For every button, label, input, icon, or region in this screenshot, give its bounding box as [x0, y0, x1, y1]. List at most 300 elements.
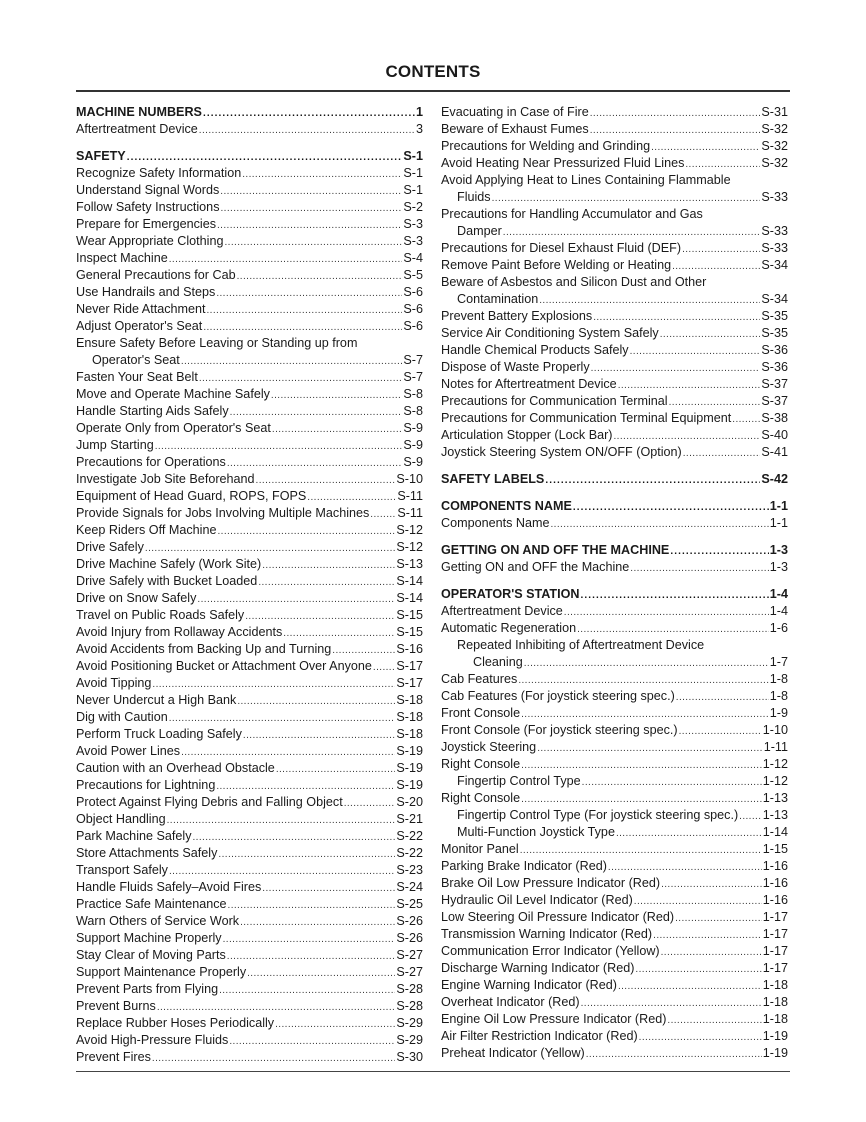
dot-leader	[197, 591, 395, 608]
toc-entry[interactable]	[76, 692, 423, 709]
toc-entry[interactable]	[76, 420, 423, 437]
toc-entry[interactable]	[441, 427, 788, 444]
toc-entry-label: Getting ON and OFF the Machine	[441, 560, 630, 574]
toc-entry[interactable]	[76, 121, 423, 138]
toc-entry-label: Store Attachments Safely	[76, 846, 218, 860]
toc-entry[interactable]	[441, 104, 788, 121]
toc-page-number: 1-19	[762, 1046, 788, 1060]
toc-entry[interactable]	[441, 308, 788, 325]
toc-section-heading[interactable]	[441, 498, 788, 515]
toc-page-number: S-27	[396, 965, 423, 979]
toc-entry[interactable]	[441, 977, 788, 994]
toc-entry[interactable]	[76, 454, 423, 471]
toc-entry-label: Practice Safe Maintenance	[76, 897, 227, 911]
toc-entry[interactable]	[441, 926, 788, 943]
toc-entry[interactable]	[76, 743, 423, 760]
toc-entry[interactable]	[76, 862, 423, 879]
toc-page-number: 1-16	[762, 859, 788, 873]
toc-entry-label: Right Console	[441, 791, 521, 805]
toc-page-number: S-32	[761, 156, 788, 170]
toc-entry[interactable]	[441, 138, 788, 155]
toc-entry-label: Communication Error Indicator (Yellow)	[441, 944, 660, 958]
dot-leader	[228, 897, 396, 914]
dot-leader	[670, 543, 768, 560]
toc-page-number: S-27	[396, 948, 423, 962]
toc-entry-label: Notes for Aftertreatment Device	[441, 377, 617, 391]
toc-entry[interactable]	[76, 726, 423, 743]
toc-page-number: 1-1	[769, 499, 788, 513]
toc-page-number: 1-4	[769, 604, 788, 618]
toc-entry[interactable]	[76, 845, 423, 862]
toc-entry-label: Dispose of Waste Properly	[441, 360, 590, 374]
dot-leader	[217, 217, 402, 234]
page-title: CONTENTS	[385, 62, 481, 81]
toc-entry-label: Avoid Injury from Rollaway Accidents	[76, 625, 283, 639]
toc-entry-wrapped-line[interactable]: Avoid Applying Heat to Lines Containing Flammable	[441, 173, 731, 187]
toc-page-number: S-11	[397, 489, 423, 503]
toc-page-number: S-36	[761, 343, 788, 357]
toc-entry[interactable]	[441, 189, 788, 206]
toc-entry-group	[441, 240, 788, 274]
toc-entry[interactable]	[76, 471, 423, 488]
toc-entry[interactable]	[441, 858, 788, 875]
toc-entry-label: Protect Against Flying Debris and Falling Object	[76, 795, 343, 809]
dot-leader	[591, 360, 761, 377]
toc-entry-label: Brake Oil Low Pressure Indicator (Red)	[441, 876, 661, 890]
toc-entry[interactable]	[76, 675, 423, 692]
toc-entry-label: Aftertreatment Device	[76, 122, 198, 136]
toc-entry[interactable]	[441, 603, 788, 620]
toc-entry[interactable]	[441, 824, 788, 841]
toc-entry[interactable]	[441, 223, 788, 240]
dot-leader	[614, 428, 761, 445]
toc-entry[interactable]	[441, 376, 788, 393]
toc-page-number: 1-3	[769, 543, 788, 557]
toc-entry[interactable]	[441, 121, 788, 138]
toc-entry[interactable]	[76, 624, 423, 641]
toc-entry-label: Parking Brake Indicator (Red)	[441, 859, 607, 873]
toc-entry[interactable]	[441, 410, 788, 427]
toc-page-number: 1-14	[762, 825, 788, 839]
toc-entry[interactable]	[441, 1045, 788, 1062]
dot-leader	[590, 105, 761, 122]
dot-leader	[275, 1016, 395, 1033]
toc-entry[interactable]	[441, 773, 788, 790]
toc-entry-wrapped-line[interactable]: Precautions for Handling Accumulator and Gas	[441, 207, 703, 221]
dot-leader	[258, 574, 395, 591]
toc-entry-label: Operator's Seat	[92, 353, 180, 367]
toc-entry[interactable]	[76, 369, 423, 386]
dot-leader	[679, 723, 762, 740]
toc-page-number: S-9	[403, 455, 423, 469]
toc-entry[interactable]	[441, 515, 788, 532]
toc-entry[interactable]	[76, 318, 423, 335]
toc-entry-wrapped-line[interactable]: Repeated Inhibiting of Aftertreatment Device	[457, 638, 705, 652]
toc-entry-label: Use Handrails and Steps	[76, 285, 216, 299]
dot-leader	[524, 655, 769, 672]
toc-entry-label: Monitor Panel	[441, 842, 519, 856]
dot-leader	[545, 472, 760, 489]
bottom-rule	[76, 1071, 790, 1072]
toc-entry[interactable]	[441, 393, 788, 410]
toc-entry[interactable]	[76, 760, 423, 777]
toc-entry-label: Support Maintenance Properly	[76, 965, 247, 979]
toc-entry[interactable]	[76, 913, 423, 930]
toc-entry[interactable]	[441, 960, 788, 977]
dot-leader	[590, 122, 761, 139]
toc-page-number: S-12	[396, 540, 423, 554]
toc-entry-label: Hydraulic Oil Level Indicator (Red)	[441, 893, 633, 907]
toc-page-number: S-5	[403, 268, 423, 282]
toc-entry[interactable]	[441, 654, 788, 671]
dot-leader	[676, 689, 769, 706]
toc-entry[interactable]	[441, 841, 788, 858]
toc-entry[interactable]	[76, 284, 423, 301]
toc-section-heading[interactable]	[441, 471, 788, 488]
toc-entry-label: Move and Operate Machine Safely	[76, 387, 270, 401]
toc-entry[interactable]	[76, 301, 423, 318]
toc-entry[interactable]	[441, 909, 788, 926]
dot-leader	[145, 540, 396, 557]
toc-entry-label: Cab Features (For joystick steering spec.)	[441, 689, 675, 703]
toc-entry[interactable]	[441, 739, 788, 756]
dot-leader	[245, 608, 395, 625]
toc-entry[interactable]	[76, 607, 423, 624]
toc-page-number: S-26	[396, 914, 423, 928]
dot-leader	[216, 285, 402, 302]
toc-entry[interactable]	[441, 756, 788, 773]
dot-leader	[373, 659, 395, 676]
dot-leader	[653, 927, 762, 944]
toc-entry-wrapped-line[interactable]: Beware of Asbestos and Silicon Dust and Other	[441, 275, 707, 289]
dot-leader	[630, 560, 769, 577]
dot-leader	[127, 149, 403, 166]
toc-entry[interactable]	[441, 155, 788, 172]
dot-leader	[593, 309, 760, 326]
toc-entry[interactable]	[441, 807, 788, 824]
toc-entry[interactable]	[441, 688, 788, 705]
toc-entry-label: Front Console	[441, 706, 521, 720]
toc-entry[interactable]	[441, 892, 788, 909]
toc-page-number: S-15	[396, 608, 423, 622]
toc-entry-label: Fasten Your Seat Belt	[76, 370, 198, 384]
toc-page-number: 1-10	[762, 723, 788, 737]
dot-leader	[223, 931, 396, 948]
toc-page-number: 1-17	[762, 944, 788, 958]
toc-entry[interactable]	[76, 811, 423, 828]
dot-leader	[217, 523, 395, 540]
toc-entry-label: Prevent Fires	[76, 1050, 151, 1064]
dot-leader	[370, 506, 396, 523]
toc-entry[interactable]	[76, 352, 423, 369]
dot-leader	[518, 672, 768, 689]
dot-leader	[271, 387, 402, 404]
toc-entry-wrapped-line[interactable]: Ensure Safety Before Leaving or Standing up from	[76, 336, 358, 350]
toc-entry[interactable]	[441, 359, 788, 376]
toc-entry[interactable]	[441, 1028, 788, 1045]
dot-leader	[240, 914, 395, 931]
toc-entry-group	[76, 369, 423, 1066]
toc-entry-label: Precautions for Lightning	[76, 778, 216, 792]
toc-page-number: 1-17	[762, 927, 788, 941]
dot-leader	[227, 948, 396, 965]
dot-leader	[660, 326, 761, 343]
toc-entry-label: Precautions for Operations	[76, 455, 226, 469]
dot-leader	[243, 727, 395, 744]
toc-entry[interactable]	[76, 556, 423, 573]
toc-entry[interactable]	[76, 182, 423, 199]
toc-page-number: S-12	[396, 523, 423, 537]
toc-page-number: S-14	[396, 591, 423, 605]
toc-entry[interactable]	[76, 998, 423, 1015]
dot-leader	[551, 516, 769, 533]
toc-page-number: 1-8	[769, 689, 788, 703]
toc-entry-label: Fingertip Control Type (For joystick steering spec.)	[457, 808, 739, 822]
toc-entry-label: Prepare for Emergencies	[76, 217, 216, 231]
toc-page-number: S-41	[761, 445, 788, 459]
toc-entry-label: Air Filter Restriction Indicator (Red)	[441, 1029, 638, 1043]
toc-entry[interactable]	[76, 199, 423, 216]
toc-page-number: 1-19	[762, 1029, 788, 1043]
toc-entry-label: Evacuating in Case of Fire	[441, 105, 589, 119]
toc-entry-label: Low Steering Oil Pressure Indicator (Red)	[441, 910, 675, 924]
toc-entry[interactable]	[441, 325, 788, 342]
toc-entry[interactable]	[76, 709, 423, 726]
toc-entry[interactable]	[76, 947, 423, 964]
dot-leader	[237, 268, 403, 285]
dot-leader	[651, 139, 760, 156]
toc-entry-label: Follow Safety Instructions	[76, 200, 220, 214]
toc-entry-group	[441, 559, 788, 576]
toc-entry[interactable]	[76, 828, 423, 845]
dot-leader	[256, 472, 396, 489]
dot-leader	[661, 944, 762, 961]
toc-entry[interactable]	[441, 240, 788, 257]
dot-leader	[682, 241, 760, 258]
toc-entry[interactable]	[441, 722, 788, 739]
toc-page-number: S-33	[761, 241, 788, 255]
toc-page-number: S-1	[403, 149, 423, 163]
toc-page-number: 1-13	[762, 791, 788, 805]
toc-entry-group	[441, 671, 788, 1062]
toc-page-number: 1-4	[769, 587, 788, 601]
dot-leader	[218, 846, 395, 863]
toc-entry[interactable]	[441, 559, 788, 576]
toc-entry-label: Damper	[457, 224, 502, 238]
toc-entry-label: Keep Riders Off Machine	[76, 523, 217, 537]
dot-leader	[169, 251, 403, 268]
dot-leader	[618, 978, 762, 995]
toc-section-heading[interactable]	[76, 148, 423, 165]
toc-entry[interactable]	[76, 267, 423, 284]
toc-page-number: 1-17	[762, 961, 788, 975]
toc-entry[interactable]	[441, 705, 788, 722]
toc-page-number: S-17	[396, 659, 423, 673]
toc-entry[interactable]	[76, 1015, 423, 1032]
toc-page-number: S-25	[396, 897, 423, 911]
toc-entry[interactable]	[76, 233, 423, 250]
toc-page-number: 1-9	[769, 706, 788, 720]
toc-entry[interactable]	[76, 964, 423, 981]
dot-leader	[181, 744, 395, 761]
toc-entry-label: Inspect Machine	[76, 251, 168, 265]
toc-page-number: S-1	[403, 166, 423, 180]
dot-leader	[683, 445, 761, 462]
toc-entry[interactable]	[76, 658, 423, 675]
toc-entry[interactable]	[441, 1011, 788, 1028]
toc-entry[interactable]	[76, 981, 423, 998]
toc-entry[interactable]	[76, 1032, 423, 1049]
toc-section-heading[interactable]	[441, 586, 788, 603]
toc-entry[interactable]	[76, 216, 423, 233]
dot-leader	[608, 859, 762, 876]
toc-entry[interactable]	[76, 794, 423, 811]
toc-section-heading[interactable]	[441, 542, 788, 559]
toc-entry[interactable]	[441, 875, 788, 892]
toc-heading-label: COMPONENTS NAME	[441, 499, 572, 513]
toc-entry[interactable]	[76, 879, 423, 896]
toc-entry[interactable]	[76, 930, 423, 947]
toc-entry-label: Front Console (For joystick steering spec.)	[441, 723, 678, 737]
toc-page-number: S-2	[403, 200, 423, 214]
toc-page-number: S-7	[403, 370, 423, 384]
toc-entry-group	[76, 165, 423, 335]
dot-leader	[229, 1033, 395, 1050]
toc-page-number: S-3	[403, 234, 423, 248]
toc-entry-label: Handle Fluids Safely–Avoid Fires	[76, 880, 262, 894]
toc-page-number: S-3	[403, 217, 423, 231]
toc-entry[interactable]	[76, 403, 423, 420]
toc-entry[interactable]	[76, 437, 423, 454]
toc-page-number: S-1	[403, 183, 423, 197]
toc-page-number: S-34	[761, 292, 788, 306]
toc-entry-label: Multi-Function Joystick Type	[457, 825, 615, 839]
toc-entry-label: Precautions for Communication Terminal	[441, 394, 668, 408]
toc-entry[interactable]	[441, 994, 788, 1011]
toc-entry[interactable]	[76, 641, 423, 658]
toc-entry[interactable]	[76, 386, 423, 403]
toc-page-number: 1-18	[762, 995, 788, 1009]
toc-entry-label: Precautions for Communication Terminal Equipment	[441, 411, 732, 425]
toc-page-number: S-29	[396, 1033, 423, 1047]
toc-entry[interactable]	[76, 522, 423, 539]
toc-entry-label: Prevent Parts from Flying	[76, 982, 219, 996]
toc-page-number: S-13	[396, 557, 423, 571]
toc-page-number: S-32	[761, 122, 788, 136]
dot-leader	[521, 706, 769, 723]
toc-entry[interactable]	[441, 943, 788, 960]
toc-page-number: S-19	[396, 744, 423, 758]
toc-entry-label: Avoid Positioning Bucket or Attachment Over Anyone	[76, 659, 372, 673]
toc-entry-label: Perform Truck Loading Safely	[76, 727, 242, 741]
toc-entry[interactable]	[441, 790, 788, 807]
toc-entry[interactable]	[76, 165, 423, 182]
dot-leader	[169, 863, 395, 880]
toc-page-number: S-33	[761, 190, 788, 204]
toc-page-number: S-24	[396, 880, 423, 894]
dot-leader	[732, 411, 760, 428]
dot-leader	[581, 995, 762, 1012]
toc-entry[interactable]	[76, 1049, 423, 1066]
toc-entry[interactable]	[76, 590, 423, 607]
dot-leader	[537, 740, 763, 757]
toc-entry[interactable]	[76, 539, 423, 556]
toc-page-number: 1-11	[763, 740, 788, 754]
toc-page-number: S-19	[396, 778, 423, 792]
toc-entry-label: Drive Safely with Bucket Loaded	[76, 574, 258, 588]
toc-entry[interactable]	[441, 671, 788, 688]
toc-entry[interactable]	[441, 444, 788, 461]
dot-leader	[216, 778, 395, 795]
toc-entry-label: Avoid Heating Near Pressurized Fluid Lines	[441, 156, 685, 170]
toc-entry-label: Engine Warning Indicator (Red)	[441, 978, 617, 992]
toc-page-number: 1	[415, 105, 423, 119]
toc-section-heading[interactable]	[76, 104, 423, 121]
toc-entry-label: Preheat Indicator (Yellow)	[441, 1046, 585, 1060]
toc-entry[interactable]	[441, 342, 788, 359]
toc-entry-label: Prevent Battery Explosions	[441, 309, 593, 323]
toc-entry[interactable]	[441, 291, 788, 308]
toc-entry[interactable]	[76, 505, 423, 522]
toc-entry-label: Cab Features	[441, 672, 518, 686]
dot-leader	[262, 557, 395, 574]
toc-entry-label: Drive on Snow Safely	[76, 591, 197, 605]
dot-leader	[155, 438, 403, 455]
toc-entry-label: Avoid Accidents from Backing Up and Turning	[76, 642, 332, 656]
dot-leader	[242, 166, 402, 183]
toc-page-number: S-11	[397, 506, 423, 520]
toc-entry-label: Transmission Warning Indicator (Red)	[441, 927, 653, 941]
toc-entry-label: Dig with Caution	[76, 710, 168, 724]
dot-leader	[667, 1012, 761, 1029]
toc-entry-group	[441, 515, 788, 532]
dot-leader	[224, 234, 402, 251]
toc-page-number: 1-13	[762, 808, 788, 822]
toc-page-number: S-18	[396, 710, 423, 724]
toc-left-column	[76, 104, 423, 1066]
toc-entry-label: Precautions for Welding and Grinding	[441, 139, 651, 153]
toc-entry[interactable]	[76, 896, 423, 913]
dot-leader	[199, 122, 415, 139]
toc-right-column	[441, 104, 788, 1062]
toc-heading-label: SAFETY	[76, 149, 126, 163]
toc-entry-label: Right Console	[441, 757, 521, 771]
dot-leader	[307, 489, 396, 506]
dot-leader	[685, 156, 760, 173]
toc-page-number: S-42	[761, 472, 788, 486]
toc-entry[interactable]	[76, 250, 423, 267]
toc-heading-label: SAFETY LABELS	[441, 472, 545, 486]
toc-page-number: S-18	[396, 727, 423, 741]
dot-leader	[157, 999, 396, 1016]
toc-entry[interactable]	[76, 573, 423, 590]
dot-leader	[573, 499, 769, 516]
toc-entry-label: Support Machine Properly	[76, 931, 222, 945]
toc-page-number: S-32	[761, 139, 788, 153]
toc-entry[interactable]	[76, 488, 423, 505]
toc-page-number: S-35	[761, 326, 788, 340]
toc-entry[interactable]	[441, 620, 788, 637]
dot-leader	[207, 302, 403, 319]
toc-entry[interactable]	[76, 777, 423, 794]
toc-page-number: 1-12	[762, 757, 788, 771]
toc-entry-label: Stay Clear of Moving Parts	[76, 948, 226, 962]
toc-entry[interactable]	[441, 257, 788, 274]
toc-entry-label: Park Machine Safely	[76, 829, 192, 843]
toc-page-number: 1-16	[762, 876, 788, 890]
dot-leader	[219, 982, 395, 999]
dot-leader	[639, 1029, 762, 1046]
